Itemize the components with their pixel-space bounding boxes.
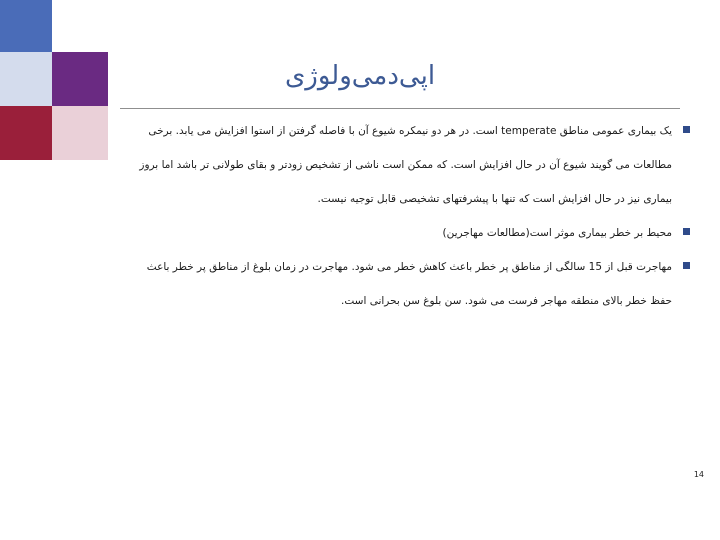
decor-square-pale-blue (0, 52, 52, 106)
slide-body (128, 114, 690, 318)
decor-square-blue (0, 0, 52, 52)
bullet-item-3 (128, 250, 690, 318)
slide-title: اپی‌دمی‌ولوژی (284, 61, 436, 91)
bullet-text: محیط بر خطر بیماری موثر است(مطالعات مهاجرین) (442, 227, 672, 239)
decor-square-purple (52, 52, 108, 106)
title-divider (120, 108, 680, 109)
decor-square-red (0, 106, 52, 160)
bullet-text: یک بیماری عمومی مناطق temperate است. در هر دو نیمکره شیوع آن با فاصله گرفتن از استوا افزایش می یابد. برخی مطالعات می گویند شیوع آن در حال افزایش است. که ممکن است ناشی از تشخیص زودتر و بقای طولانی تر باشد اما بروز بیماری نیز در حال افزایش است که تنها با پیشرفتهای تشخیصی قابل توجیه نیست. (139, 125, 672, 205)
page-number: 14 (693, 470, 704, 479)
bullet-square-icon (683, 126, 690, 133)
bullet-item-2 (128, 216, 690, 250)
bullet-square-icon (683, 228, 690, 235)
bullet-text: مهاجرت قبل از 15 سالگی از مناطق پر خطر باعث کاهش خطر می شود. مهاجرت در زمان بلوغ از مناطق پر خطر باعث حفظ خطر بالای منطقه مهاجر فرست می شود. سن بلوغ سن بحرانی است. (146, 261, 672, 307)
bullet-square-icon (683, 262, 690, 269)
bullet-item-1 (128, 114, 690, 216)
decor-square-pale-pink (52, 106, 108, 160)
